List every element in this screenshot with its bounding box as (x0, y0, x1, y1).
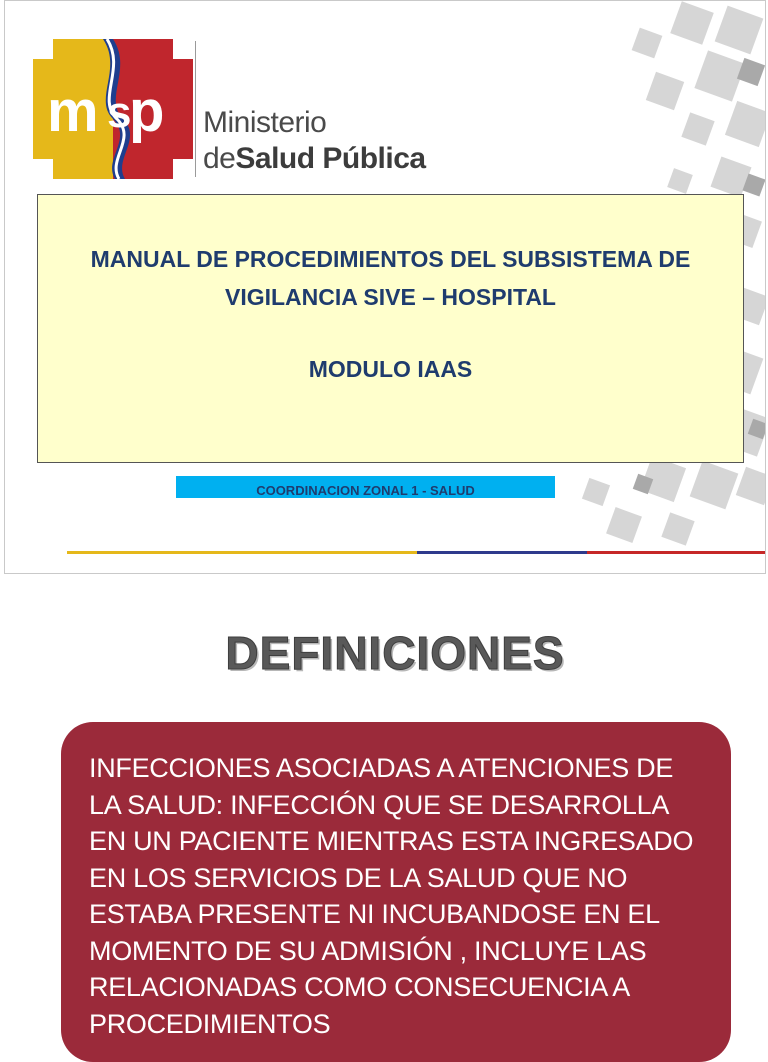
coordination-banner: COORDINACION ZONAL 1 - SALUD (176, 476, 555, 498)
manual-title-box (37, 194, 744, 463)
manual-title (38, 240, 743, 316)
definition-line: EN UN PACIENTE MIENTRAS ESTA INGRESADO (89, 826, 694, 856)
logo-divider (195, 41, 196, 177)
msp-logo (33, 39, 193, 179)
ministry-prefix: de (203, 142, 236, 175)
definition-line: RELACIONADAS COMO CONSECUENCIA A (89, 972, 631, 1002)
definition-line: PROCEDIMIENTOS (89, 1008, 331, 1039)
definitions-heading: DEFINICIONES (225, 627, 565, 679)
definition-line: ESTABA PRESENTE NI INCUBANDOSE EN EL (89, 899, 660, 929)
definition-line: INFECCIONES ASOCIADAS A ATENCIONES DE (89, 753, 674, 783)
title-line2: VIGILANCIA SIVE – HOSPITAL (225, 284, 556, 310)
footer-line-yellow (67, 551, 417, 554)
svg-text:s: s (107, 88, 132, 137)
module-subtitle: MODULO IAAS (308, 356, 473, 382)
definition-line: MOMENTO DE SU ADMISIÓN , INCLUYE LAS (89, 935, 647, 966)
footer-line-blue (417, 551, 587, 554)
svg-text:p: p (129, 79, 165, 144)
ministry-name (203, 105, 426, 177)
footer-line-red (587, 551, 766, 554)
ministry-line1: Ministerio (203, 106, 327, 139)
ministry-line2 (203, 141, 426, 177)
definition-line: LA SALUD: INFECCIÓN QUE SE DESARROLLA (89, 789, 670, 820)
title-slide (4, 0, 766, 574)
definition-line: EN LOS SERVICIOS DE LA SALUD QUE NO (89, 862, 628, 893)
title-line1: MANUAL DE PROCEDIMIENTOS DEL SUBSISTEMA DE (90, 246, 691, 272)
svg-text:m: m (47, 79, 99, 144)
ministry-bold: Salud Pública (235, 142, 426, 175)
definition-box (61, 722, 731, 1062)
